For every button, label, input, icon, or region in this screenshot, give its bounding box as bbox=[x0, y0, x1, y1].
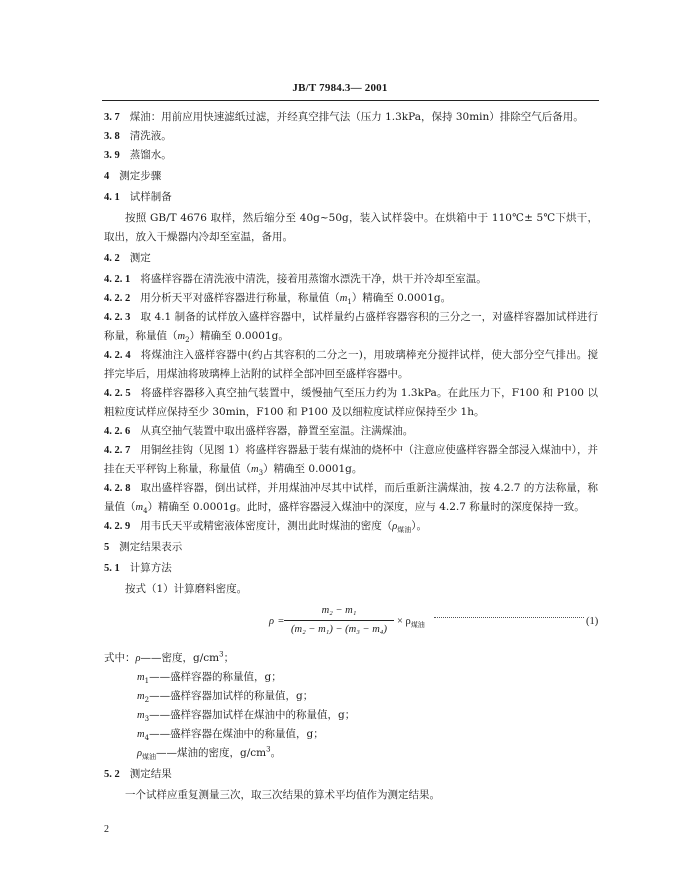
definition-row: $\rho_{煤油}——$煤油的密度，$g/cm^3$。 bbox=[137, 745, 282, 762]
formula-denominator: (m₂ − m₁) − (m₃ − m₄) bbox=[291, 624, 387, 635]
clause-4-2-3: 4. 2. 3 取 4.1 制备的试样放入盛样容器中，试样量约占盛样容器容积的三分之一，对盛样容器加试样进行称量，称量值$(m_2)$精确至 0.0001g。 bbox=[104, 311, 599, 345]
formula-times-rho: × $\rho_{煤油}$ bbox=[397, 616, 425, 630]
standard-code-header: JB/T 7984.3— 2001 bbox=[292, 82, 388, 94]
clause-4-2-4: 4. 2. 4 将煤油注入盛样容器中(约占其容积的二分之一)，用玻璃棒充分搅拌试样，使大部分空气排出。搅拌完毕后，用煤油将玻璃棒上沾附的试样全部冲回至盛样容器中。 bbox=[104, 349, 598, 380]
clause-5-1-heading: 5. 1 计算方法 bbox=[104, 562, 172, 574]
clause-3-7: 3. 7 煤油：用前应用快速滤纸过滤，并经真空排气法（压力 1.3kPa，保持 30min）排除空气后备用。 bbox=[104, 111, 584, 123]
formula-lhs: ρ bbox=[269, 616, 275, 627]
document-body bbox=[104, 108, 598, 805]
symbol-definitions bbox=[104, 649, 598, 763]
section-5-heading: 5 测定结果表示 bbox=[104, 541, 183, 553]
clause-4-2-heading: 4. 2 测定 bbox=[104, 252, 151, 264]
page-number: 2 bbox=[104, 824, 109, 835]
definition-row: $m_1——$盛样容器的称量值，g； bbox=[137, 671, 282, 686]
density-formula bbox=[104, 603, 598, 643]
definition-row: $m_3——$盛样容器加试样在煤油中的称量值，g； bbox=[137, 709, 356, 724]
clause-5-1-body: 按式（1）计算磨料密度。 bbox=[125, 583, 248, 595]
clause-3-9: 3. 9 蒸馏水。 bbox=[104, 149, 172, 161]
clause-5-2-heading: 5. 2 测定结果 bbox=[104, 768, 172, 780]
clause-4-2-7: 4. 2. 7 用铜丝挂钩（见图 1）将盛样容器悬于装有煤油的烧杯中（注意应使盛样容器全部浸入煤油中），并挂在天平秤钩上称量，称量值$(m_3)$精确至 0.0001g。 bbox=[104, 444, 598, 478]
formula-fraction bbox=[284, 603, 394, 638]
clause-4-1-heading: 4. 1 试样制备 bbox=[104, 191, 172, 203]
definition-row: 式中：ρ——密度，$g/cm^3$； bbox=[104, 650, 235, 664]
fraction-bar bbox=[284, 620, 394, 621]
clause-4-2-2: 4. 2. 2 用分析天平对盛样容器进行称量，称量值$(m_1)$精确至 0.0001g。 bbox=[104, 292, 452, 307]
clause-5-2-body: 一个试样应重复测量三次，取三次结果的算术平均值作为测定结果。 bbox=[125, 789, 440, 801]
clause-4-2-9: 4. 2. 9 用韦氏天平或精密液体密度计，测出此时煤油的密度$(\rho_{煤油})$。 bbox=[104, 520, 428, 535]
formula-numerator: m₂ − m₁ bbox=[321, 605, 357, 616]
clause-4-2-8: 4. 2. 8 取出盛样容器，倒出试样，并用煤油冲尽其中试样，而后重新注满煤油，按 4.2.7 的方法称量，称量值$(m_4)$精确至 0.0001g。此时，盛样容器浸入煤油中的深度，应与 4.2.7 称量时的深度保持一致。 bbox=[104, 482, 599, 516]
clause-4-2-6: 4. 2. 6 从真空抽气装置中取出盛样容器，静置至室温。注满煤油。 bbox=[104, 425, 414, 437]
definition-row: $m_4——$盛样容器在煤油中的称量值，g； bbox=[137, 728, 324, 743]
clause-4-2-5: 4. 2. 5 将盛样容器移入真空抽气装置中，缓慢抽气至压力约为 1.3kPa。在此压力下，F100 和 P100 以粗粒度试样应保持至少 30min，F100 和 P100 及以细粒度试样应保持至少 1h。 bbox=[104, 387, 599, 418]
clause-3-8: 3. 8 清洗液。 bbox=[104, 130, 172, 142]
equation-number: (1) bbox=[586, 616, 599, 627]
definition-row: $m_2——$盛样容器加试样的称量值，g； bbox=[137, 690, 314, 705]
section-4-heading: 4 测定步骤 bbox=[104, 170, 162, 182]
formula-equals: = bbox=[278, 616, 284, 627]
clause-4-2-1: 4. 2. 1 将盛样容器在清洗液中清洗，接着用蒸馏水漂洗干净，烘干并冷却至室温。 bbox=[104, 273, 487, 285]
clause-4-1-body: 按照 GB/T 4676 取样，然后缩分至 40g~50g，装入试样袋中。在烘箱中于 110℃± 5℃下烘干，取出，放入干燥器内冷却至室温，备用。 bbox=[104, 212, 598, 243]
header-rule bbox=[102, 100, 599, 101]
dotted-leader bbox=[434, 617, 584, 618]
